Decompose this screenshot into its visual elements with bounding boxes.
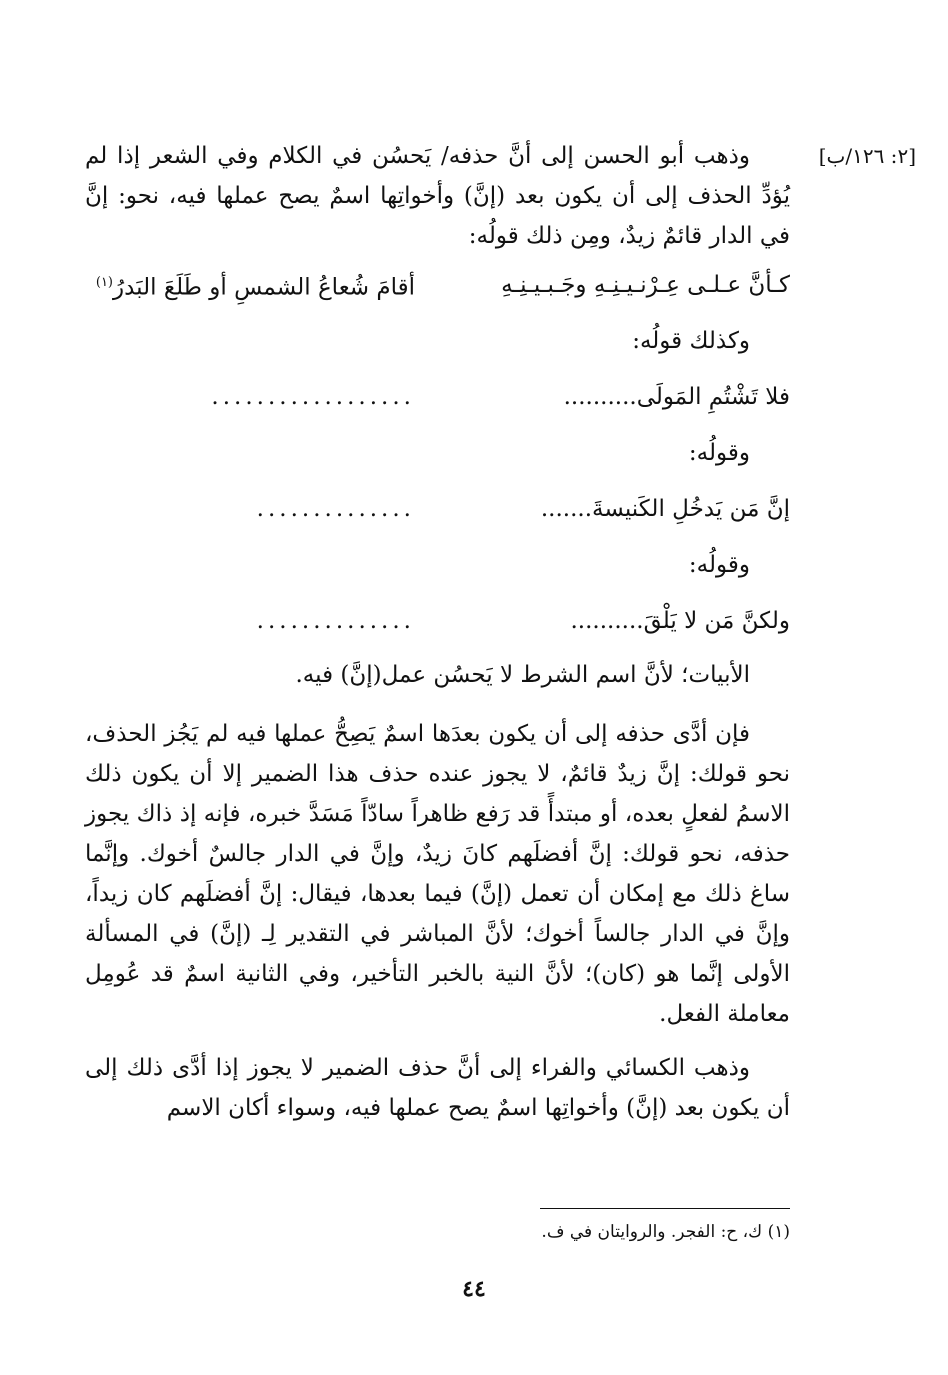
paragraph-2: فإن أدَّى حذفه إلى أن يكون بعدَها اسمٌ يَصِحُّ عملها فيه لم يَجُز الحذف، نحو قولك: إنَّ زيدٌ قائمٌ، لا يجوز عنده حذف هذا الضمير إلا أن يكون ذلك الاسمُ لفعلٍ بعده، أو مبتدأً قد رَفع ظاهراً سادّاً مَسَدَّ خبره، فإنه إذ ذاك يجوز حذفه، نحو قولك: إنَّ أفضلَهم كانَ زيدٌ، وإنَّ في الدار جالسٌ أخوك. وإنَّما ساغ ذلك مع إمكان أن تعمل (إنَّ) فيما بعدها، فيقال: إنَّ أفضلَهم كان زيداً، وإنَّ في الدار جالساً أخوك؛ لأنَّ المباشر في التقدير لِـ (إنَّ) في المسألة الأولى إنَّما هو (كان)؛ لأنَّ النية بالخبر التأخير، وفي الثانية اسمٌ قد عُومِل معاملة الفعل. [85, 721, 790, 1027]
verse-1-second-half [85, 263, 415, 308]
verse-2-second-half: .................. [211, 384, 415, 410]
footnote: (١) ك، ح: الفجر. والروايتان في ف. [541, 1222, 790, 1242]
verse-1 [85, 256, 790, 314]
verse-2-intro: وكذلك قولُه: [632, 328, 750, 354]
verse-1-first-half: كـأنَّ عـلـى عِـرْنـيـنِـهِ وجَـبـيـنِـهِ [501, 272, 790, 298]
paragraph-1: وذهب أبو الحسن إلى أنَّ حذفه/ يَحسُن في الكلام وفي الشعر إذا لم يُؤدِّ الحذف إلى أن يكون بعد (إنَّ) وأخواتِها اسمٌ يصح عملها فيه، نحو: إنَّ في الدار قائمٌ زيدٌ، ومِن ذلك قولُه: [85, 143, 790, 249]
verse-4-intro: وقولُه: [688, 552, 750, 578]
verse-2 [85, 368, 790, 426]
verse-4-second-half: .............. [256, 608, 415, 634]
verse-1-second-half-text: أقامَ شُعاعُ الشمسِ أو طَلَعَ البَدرُ [113, 274, 415, 301]
paragraph-3: وذهب الكسائي والفراء إلى أنَّ حذف الضمير لا يجوز إذا أدَّى ذلك إلى أن يكون بعد (إنَّ) وأخواتِها اسمٌ يصح عملها فيه، وسواء أكان الاسم [85, 1055, 790, 1121]
verse-2-first-half: فلا تَشْتُمِ المَولَى.......... [563, 384, 790, 410]
verse-3-second-half: .............. [256, 496, 415, 522]
verse-3-intro: وقولُه: [688, 440, 750, 466]
verses-summary: الأبيات؛ لأنَّ اسم الشرط لا يَحسُن عمل(إنَّ) فيه. [295, 662, 750, 688]
footnote-divider [540, 1208, 790, 1209]
verse-4 [85, 592, 790, 650]
verse-3 [85, 480, 790, 538]
main-text [85, 136, 790, 1128]
page-number: ٤٤ [462, 1276, 486, 1302]
verse-3-first-half: إنَّ مَن يَدخُلِ الكَنيسةَ....... [540, 496, 790, 522]
margin-reference: [٢: ١٢٦/ب] [818, 144, 916, 168]
verse-4-first-half: ولكنَّ مَن لا يَلْقَ.......... [570, 608, 790, 634]
footnote-marker: (١) [95, 274, 113, 290]
